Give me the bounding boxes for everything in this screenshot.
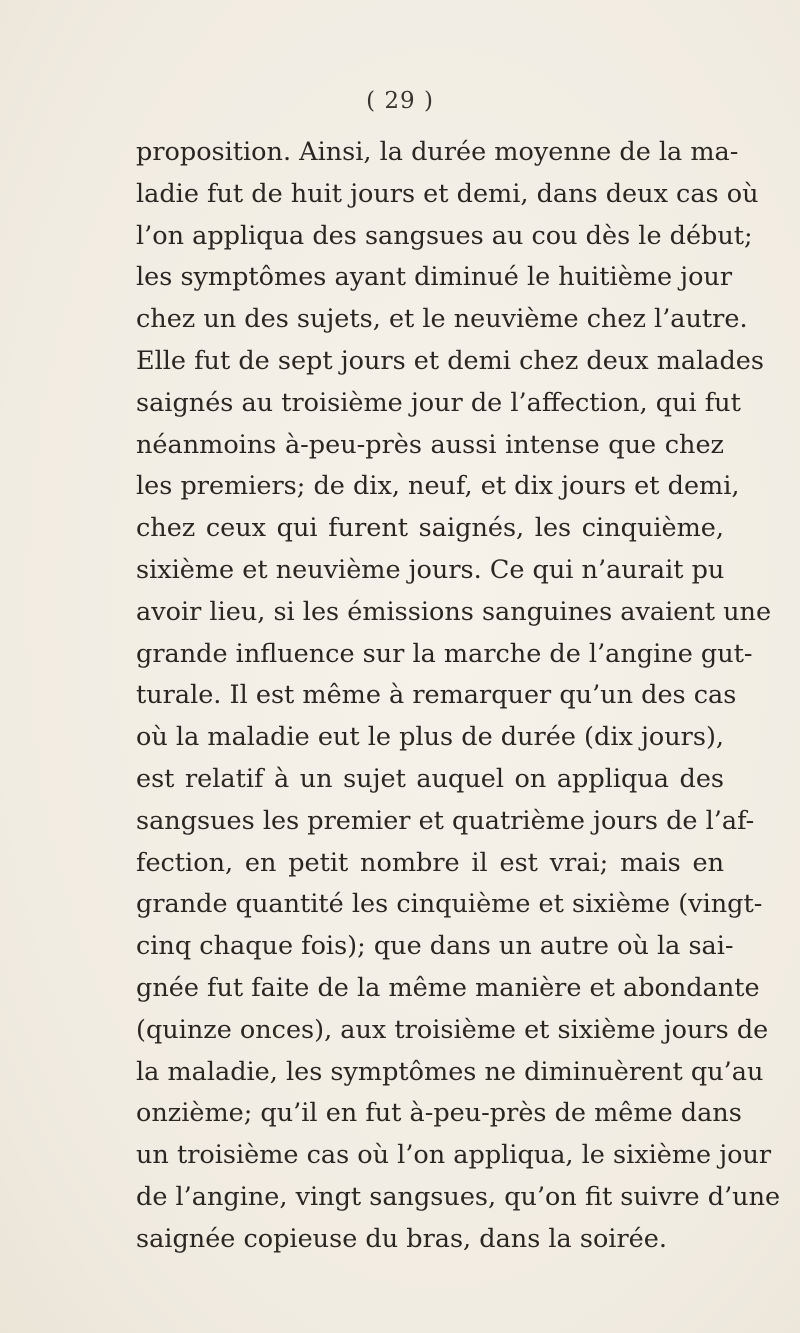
text-line: (quinze onces), aux troisième et sixième jours de: [136, 1014, 769, 1045]
body-text: [136, 132, 781, 1261]
text-line: turale. Il est même à remarquer qu’un des cas: [136, 680, 737, 711]
text-line: l’on appliqua des sangsues au cou dès le début;: [136, 220, 753, 251]
text-line: un troisième cas où l’on appliqua, le sixième jour: [136, 1140, 772, 1171]
text-line: saignés au troisième jour de l’affection, qui fut: [136, 387, 741, 418]
text-line: est relatif à un sujet auquel on appliqua des: [136, 763, 724, 794]
text-line: proposition. Ainsi, la durée moyenne de la ma-: [136, 137, 739, 167]
text-line: de l’angine, vingt sangsues, qu’on fit suivre d’une: [136, 1181, 781, 1212]
text-line: avoir lieu, si les émissions sanguines avaient une: [136, 596, 772, 627]
text-line: saignée copieuse du bras, dans la soirée.: [136, 1223, 667, 1254]
text-line: cinq chaque fois); que dans un autre où la sai-: [136, 931, 734, 962]
text-line: néanmoins à-peu-près aussi intense que chez: [136, 429, 724, 460]
text-line: les symptômes ayant diminué le huitième jour: [136, 262, 733, 293]
text-line: grande influence sur la marche de l’angine gut-: [136, 638, 753, 669]
text-line: sangsues les premier et quatrième jours de l’af-: [136, 805, 755, 836]
text-line: les premiers; de dix, neuf, et dix jours et demi,: [136, 471, 740, 502]
text-line: la maladie, les symptômes ne diminuèrent qu’au: [136, 1056, 764, 1087]
text-line: sixième et neuvième jours. Ce qui n’aurait pu: [136, 554, 725, 585]
text-line: où la maladie eut le plus de durée (dix jours),: [136, 722, 724, 753]
text-line: chez ceux qui furent saignés, les cinquième,: [136, 513, 724, 544]
text-line: ladie fut de huit jours et demi, dans deux cas où: [136, 178, 759, 209]
text-line: Elle fut de sept jours et demi chez deux malades: [136, 345, 764, 376]
text-line: onzième; qu’il en fut à-peu-près de même dans: [136, 1098, 742, 1129]
page-number: ( 29 ): [366, 88, 434, 114]
text-line: grande quantité les cinquième et sixième (vingt-: [136, 889, 763, 920]
text-line: chez un des sujets, et le neuvième chez l’autre.: [136, 304, 748, 335]
text-line: gnée fut faite de la même manière et abondante: [136, 972, 760, 1003]
text-line: fection, en petit nombre il est vrai; mais en: [136, 847, 724, 878]
